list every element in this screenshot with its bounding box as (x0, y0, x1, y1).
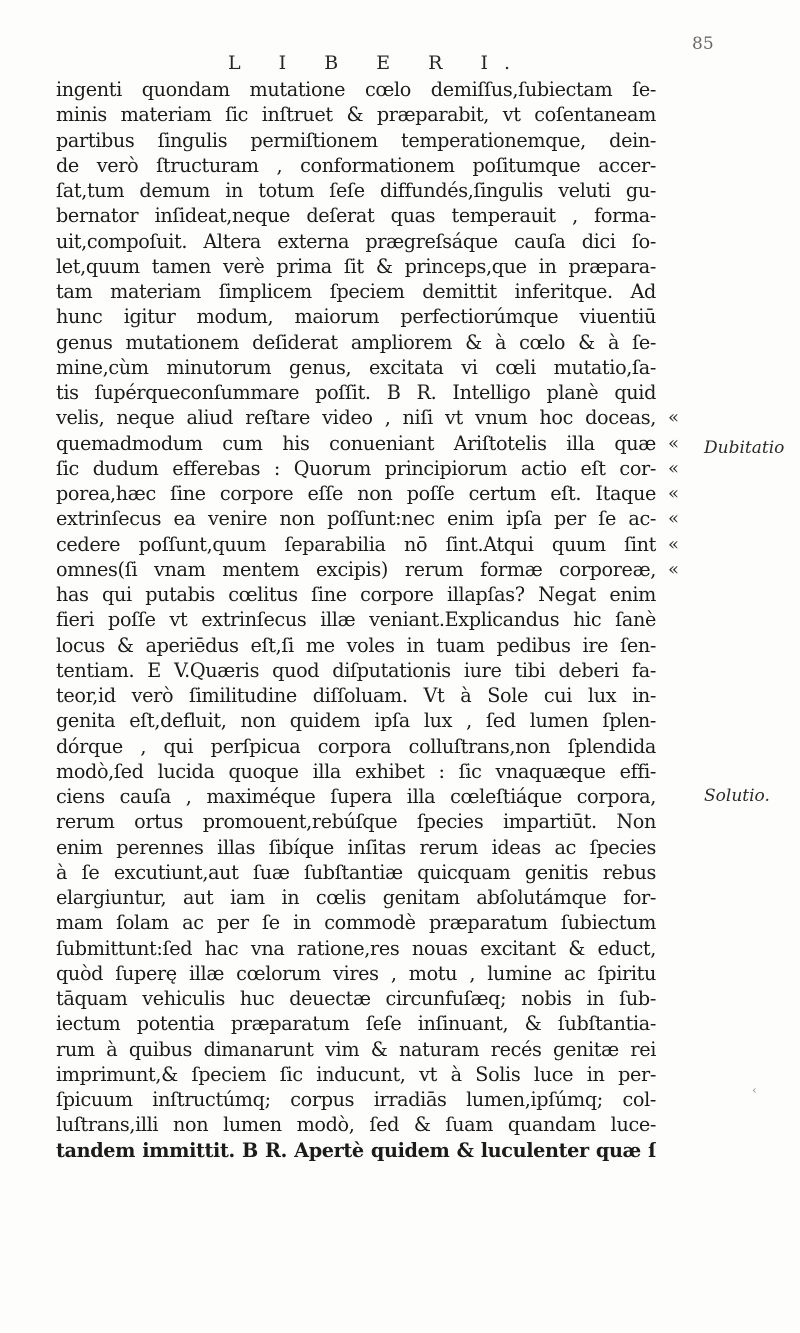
text-line: teor,id verò ſimilitudine diſſoluam. Vt à Sole cui lux in- (56, 684, 656, 707)
text-line: modò,ſed lucida quoque illa exhibet : ſic vnaquæque effi- (56, 759, 656, 783)
text-line: à ſe excutiunt,aut ſuæ ſubſtantiæ quicquam genitis rebus (56, 860, 656, 884)
text-line: ingenti quondam mutatione cœlo demiſſus,ſubiectam ſe- (56, 78, 656, 101)
text-line: fieri poſſe vt extrinſecus illæ veniant.Explicandus hic ſanè (56, 608, 656, 632)
quotation-mark: « (668, 508, 680, 530)
text-line: omnes(ſi vnam mentem excipis) rerum formæ corporeæ, (56, 557, 656, 581)
text-line: ſubmittunt:ſed hac vna ratione,res nouas excitant & educt, (56, 936, 656, 960)
text-line: rum à quibus dimanarunt vim & naturam recés genitæ rei (56, 1037, 656, 1061)
text-line: mine,cùm minutorum genus, excitata vi cœli mutatio,ſa- (56, 355, 656, 379)
text-line: extrinſecus ea venire non poſſunt:nec enim ipſa per ſe ac- (56, 507, 656, 531)
text-line: dórque , qui perſpicua corpora colluſtrans,non ſplendida (56, 734, 656, 758)
text-line: tāquam vehiculis huc deuectæ circunfuſæq; nobis in ſub- (56, 987, 656, 1010)
text-line: ſat,tum demum in totum ſeſe diffundés,ſingulis veluti gu- (56, 179, 656, 202)
text-line: hunc igitur modum, maiorum perfectiorúmque viuentiū (56, 305, 656, 329)
text-line: tis ſupérqueconſummare poſſit. B R. Intelligo planè quid (56, 381, 656, 404)
text-line: let,quum tamen verè prima ſit & princeps,que in præpara- (56, 254, 656, 278)
text-line: rerum ortus promouent,rebúſque ſpecies impartiūt. Non (56, 810, 656, 834)
text-line: quemadmodum cum his conueniant Ariſtotelis illa quæ (56, 431, 656, 455)
margin-note-solutio: Solutio. (704, 786, 770, 806)
margin-note-dubitatio: Dubitatio (704, 438, 785, 458)
text-line: uit,compoſuit. Altera externa prægreſsáque cauſa dici ſo- (56, 229, 656, 253)
text-line: bernator inſideat,neque deſerat quas temperauit , forma- (56, 204, 656, 228)
text-line: velis, neque aliud reſtare video , niſi vt vnum hoc doceas, (56, 406, 656, 430)
text-line: minis materiam ſic inſtruet & præparabit, vt coſentaneam (56, 103, 656, 127)
quotation-mark: « (668, 533, 680, 555)
latin-text-body (56, 77, 656, 1163)
text-line: genita eſt,defluit, non quidem ipſa lux , ſed lumen ſplen- (56, 709, 656, 733)
text-line: elargiuntur, aut iam in cœlis genitam abſolutámque for- (56, 886, 656, 909)
text-line: partibus ſingulis permiſtionem temperationemque, dein- (56, 128, 656, 152)
text-line: ſic dudum efferebas : Quorum principiorum actio eſt cor- (56, 456, 656, 480)
text-line: locus & aperiēdus eſt,ſi me voles in tuam pedibus ire ſen- (56, 633, 656, 657)
quotation-mark: « (668, 432, 680, 454)
ink-mark: ‹ (752, 1083, 757, 1097)
quotation-mark: « (668, 407, 680, 429)
text-line: enim perennes illas ſibíque inſitas rerum ideas ac ſpecies (56, 835, 656, 859)
text-line: porea,hæc ſine corpore eſſe non poſſe certum eſt. Itaque (56, 482, 656, 505)
quotation-mark: « (668, 457, 680, 479)
quotation-mark: « (668, 483, 680, 504)
text-line: ſpicuum inſtructúmq; corpus irradiās lumen,ipſúmq; col- (56, 1088, 656, 1111)
text-line: tam materiam ſimplicem ſpeciem demittit inferitque. Ad (56, 280, 656, 303)
text-line: iectum potentia præparatum ſeſe inſinuant, & ſubſtantia- (56, 1012, 656, 1036)
text-line: has qui putabis cœlitus ſine corpore illapſas? Negat enim (56, 583, 656, 606)
text-line: tandem immittit. B R. Apertè quidem & luculenter quæ ſ (56, 1138, 656, 1162)
text-line: cedere poſſunt,quum ſeparabilia nō ſint.Atqui quum ſint (56, 532, 656, 556)
text-line: genus mutationem deſiderat ampliorem & à cœlo & à ſe- (56, 330, 656, 354)
text-line: mam ſolam ac per ſe in commodè præparatum ſubiectum (56, 911, 656, 935)
running-head: L I B E R I. (228, 52, 527, 74)
page-number: 85 (692, 34, 714, 54)
text-line: luſtrans,illi non lumen modò, ſed & ſuam quandam luce- (56, 1113, 656, 1137)
quotation-mark: « (668, 558, 680, 580)
text-line: tentiam. E V.Quæris quod diſputationis iure tibi deberi fa- (56, 658, 656, 682)
text-line: quòd ſuperę illæ cœlorum vires , motu , lumine ac ſpiritu (56, 961, 656, 985)
text-line: imprimunt,& ſpeciem ſic inducunt, vt à Solis luce in per- (56, 1062, 656, 1086)
text-line: ciens cauſa , maximéque ſupera illa cœleſtiáque corpora, (56, 785, 656, 808)
text-line: de verò ſtructuram , conformationem poſitumque accer- (56, 153, 656, 177)
